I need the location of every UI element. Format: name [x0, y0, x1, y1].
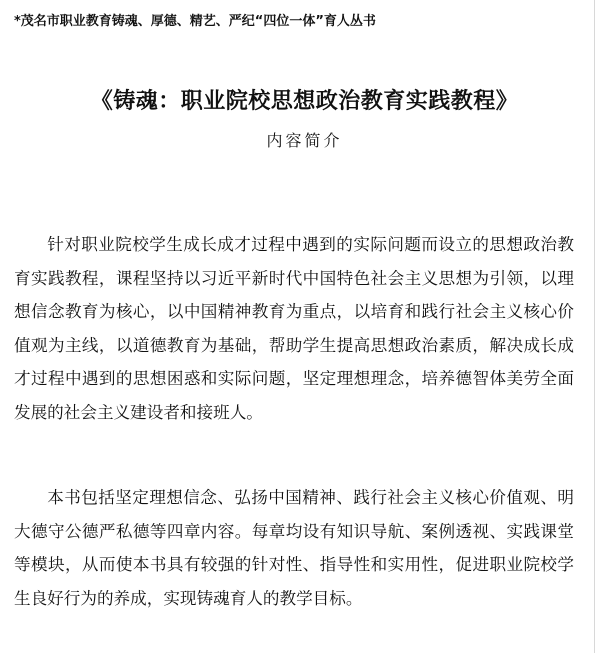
book-title: 《铸魂：职业院校思想政治教育实践教程》: [90, 88, 519, 114]
page-edge-divider: [594, 0, 595, 653]
body-paragraph: 本书包括坚定理想信念、弘扬中国精神、践行社会主义核心价值观、明大德守公德严私德等四章内容。每章均设有知识导航、案例透视、实践课堂等模块，从而使本书具有较强的针对性、指导性和实用性，促进职业院校学生良好行为的养成，实现铸魂育人的教学目标。: [14, 488, 574, 608]
section-subtitle: 内容简介: [266, 131, 343, 150]
series-line: *茂名市职业教育铸魂、厚德、精艺、严纪“四位一体”育人丛书: [14, 14, 376, 29]
body-paragraph: 针对职业院校学生成长成才过程中遇到的实际问题而设立的思想政治教育实践教程，课程坚持以习近平新时代中国特色社会主义思想为引领，以理想信念教育为核心，以中国精神教育为重点，以培育和践行社会主义核心价值观为主线，以道德教育为基础，帮助学生提高思想政治素质，解决成长成才过程中遇到的思想困惑和实际问题，坚定理想理念，培养德智体美劳全面发展的社会主义建设者和接班人。: [14, 235, 574, 422]
